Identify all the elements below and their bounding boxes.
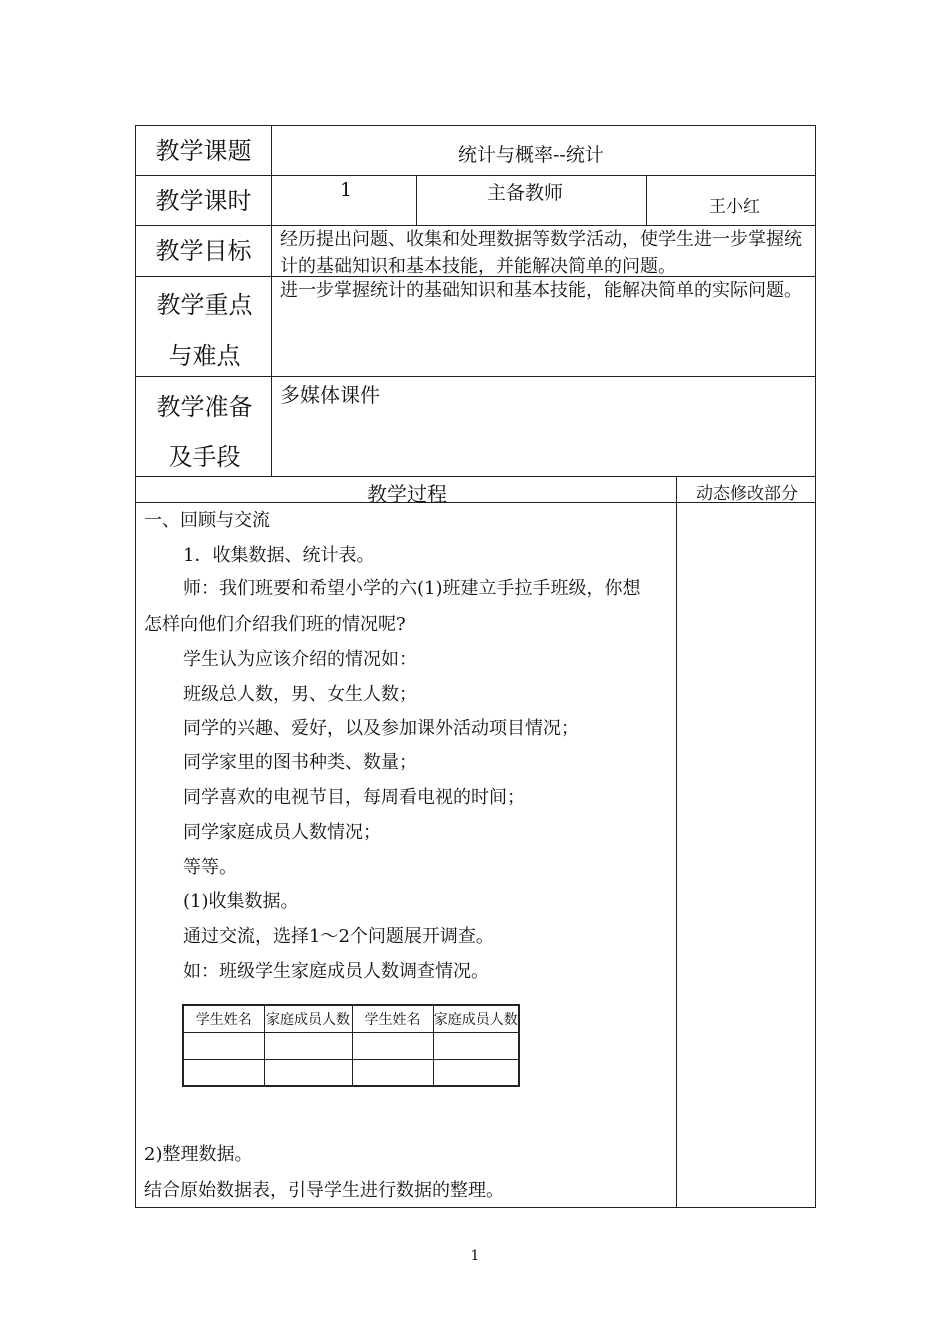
table-header-cell: 家庭成员人数	[264, 1005, 352, 1032]
process-line: 师：我们班要和希望小学的六(1)班建立手拉手班级，你想	[183, 578, 641, 599]
process-line: 班级总人数，男、女生人数；	[183, 684, 417, 705]
side-title-cell	[676, 476, 816, 503]
goal-label-cell	[135, 225, 272, 277]
process-after-line: 结合原始数据表，引导学生进行数据的整理。	[144, 1180, 504, 1201]
table-row	[183, 1032, 519, 1059]
process-line: 同学家里的图书种类、数量；	[183, 752, 417, 773]
focus-label-cell	[135, 276, 272, 377]
teacher-label: 主备教师	[487, 182, 564, 204]
topic-value: 统计与概率--统计	[458, 144, 604, 166]
teacher-value: 王小红	[709, 197, 760, 217]
process-line: (1)收集数据。	[183, 891, 299, 912]
topic-value-cell	[271, 125, 816, 176]
teacher-label-cell	[416, 175, 647, 226]
table-cell	[433, 1032, 519, 1059]
goal-value-cell	[271, 225, 816, 277]
process-title: 教学过程	[367, 482, 447, 506]
table-cell	[352, 1059, 433, 1086]
table-header-cell: 家庭成员人数	[433, 1005, 519, 1032]
prep-value-cell	[271, 376, 816, 477]
table-header-cell: 学生姓名	[183, 1005, 264, 1032]
survey-table	[182, 1004, 520, 1087]
process-line: 同学喜欢的电视节目，每周看电视的时间；	[183, 787, 525, 808]
teacher-value-cell	[646, 175, 816, 226]
table-row	[183, 1059, 519, 1086]
hours-label-cell	[135, 175, 272, 226]
process-line: 怎样向他们介绍我们班的情况呢?	[144, 614, 406, 635]
goal-label: 教学目标	[155, 237, 252, 265]
prep-value: 多媒体课件	[280, 383, 380, 407]
process-line: 同学家庭成员人数情况；	[183, 822, 381, 843]
table-cell	[433, 1059, 519, 1086]
process-line: 等等。	[183, 857, 237, 878]
focus-value: 进一步掌握统计的基础知识和基本技能，能解决简单的实际问题。	[280, 280, 802, 301]
process-line: 同学的兴趣、爱好，以及参加课外活动项目情况；	[183, 718, 579, 739]
process-title-cell	[135, 476, 677, 506]
side-body-cell	[676, 502, 816, 1208]
focus-label-line-2: 与难点	[168, 342, 241, 370]
hours-value: 1	[340, 179, 353, 201]
topic-label-cell	[135, 125, 272, 176]
table-header-cell: 学生姓名	[352, 1005, 433, 1032]
prep-label-cell	[135, 376, 272, 477]
table-cell	[352, 1032, 433, 1059]
process-line: 通过交流，选择1～2个问题展开调查。	[183, 926, 494, 947]
page-number: 1	[470, 1248, 480, 1264]
process-line: 学生认为应该介绍的情况如：	[183, 649, 417, 670]
focus-label-line-1: 教学重点	[156, 291, 253, 319]
table-cell	[264, 1032, 352, 1059]
process-line: 1．收集数据、统计表。	[183, 545, 375, 566]
hours-value-cell	[271, 175, 417, 226]
goal-value: 经历提出问题、收集和处理数据等数学活动，使学生进一步掌握统计的基础知识和基本技能，并能解决简单的问题。	[280, 229, 802, 277]
process-line: 一、回顾与交流	[144, 510, 270, 531]
table-cell	[264, 1059, 352, 1086]
side-title: 动态修改部分	[696, 484, 798, 504]
topic-label: 教学课题	[155, 136, 252, 165]
prep-label-line-1: 教学准备	[156, 393, 253, 421]
table-cell	[183, 1059, 264, 1086]
table-cell	[183, 1032, 264, 1059]
focus-value-cell	[271, 276, 816, 377]
process-after-line: 2)整理数据。	[144, 1144, 253, 1165]
process-line: 如：班级学生家庭成员人数调查情况。	[183, 961, 489, 982]
hours-label: 教学课时	[155, 186, 252, 215]
table-header-row	[183, 1005, 519, 1032]
prep-label-line-2: 及手段	[168, 443, 241, 471]
